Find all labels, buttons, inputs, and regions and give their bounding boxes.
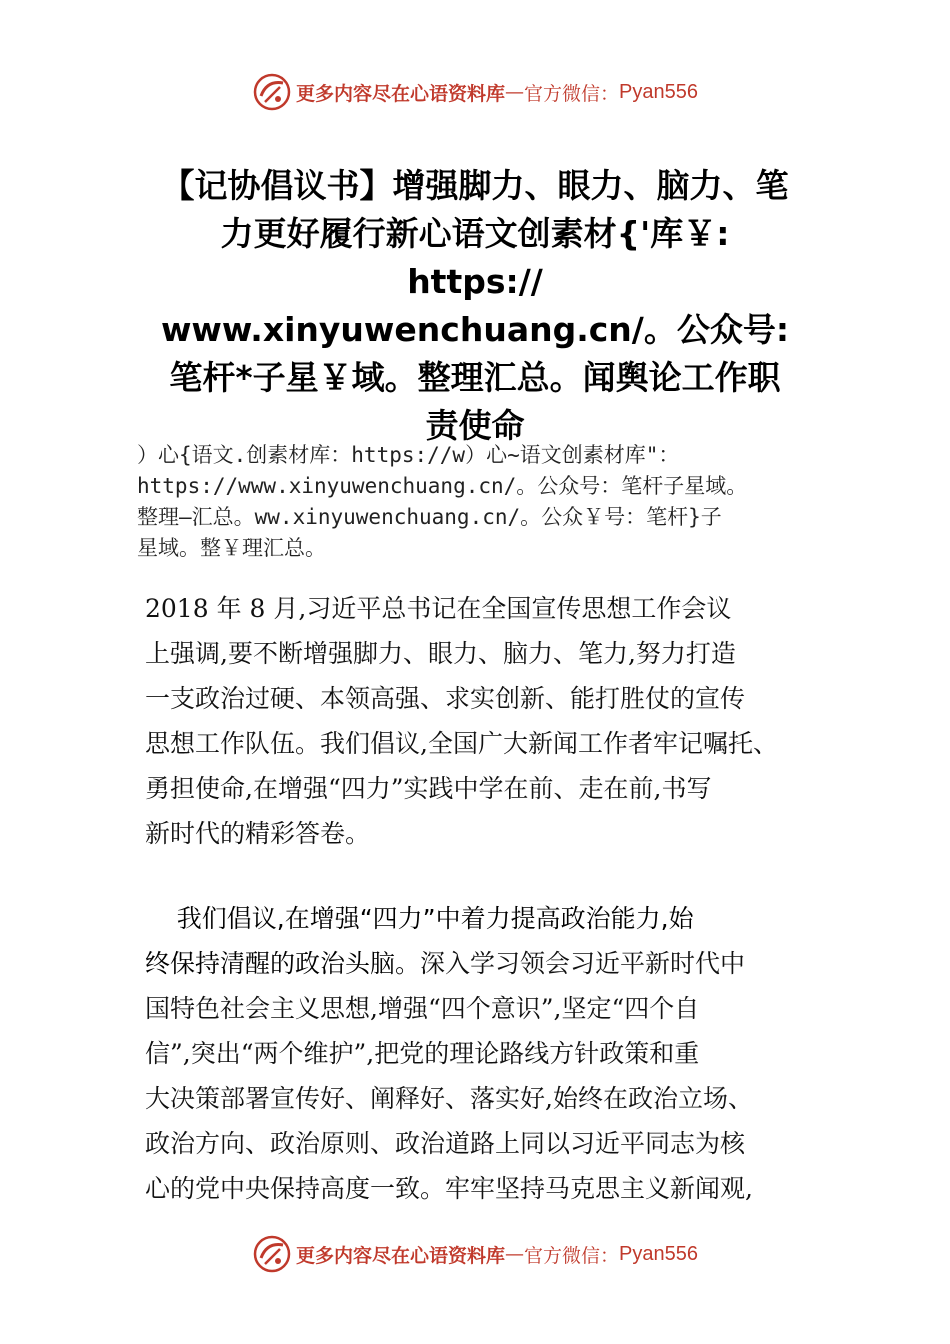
paragraph-line: 信”,突出“两个维护”,把党的理论路线方针政策和重 xyxy=(145,1039,700,1068)
paragraph-line: 思想工作队伍。我们倡议,全国广大新闻工作者牢记嘱托、 xyxy=(145,729,778,758)
xinyu-logo-icon xyxy=(252,72,292,112)
noise-line: ）心{语文.创素材库：https://w）心~语文创素材库"： xyxy=(137,443,680,467)
title-line: 笔杆*子星￥域。整理汇总。闻舆论工作职 xyxy=(169,358,781,397)
footer-banner xyxy=(0,1232,950,1276)
paragraph-line xyxy=(145,941,835,986)
title-line: 力更好履行新心语文创素材{'库￥: xyxy=(220,214,730,253)
banner-wechat-id: Pyan556 xyxy=(619,1242,698,1265)
banner-dash: — xyxy=(505,1243,525,1265)
title-line: 【记协倡议书】增强脚力、眼力、脑力、笔 xyxy=(161,166,789,205)
title-line: 责使命 xyxy=(425,406,525,445)
banner-brand: 更多内容尽在心语资料库 xyxy=(296,82,506,105)
header-banner xyxy=(0,70,950,114)
paragraph-line: 心的党中央保持高度一致。牢牢坚持马克思主义新闻观, xyxy=(145,1174,753,1203)
xinyu-logo-icon xyxy=(252,1234,292,1274)
paragraph-line: 勇担使命,在增强“四力”实践中学在前、走在前,书写 xyxy=(145,774,712,803)
title-line: https:// xyxy=(407,262,543,301)
banner-brand: 更多内容尽在心语资料库 xyxy=(296,1244,506,1267)
title-line: www.xinyuwenchuang.cn/。公众号: xyxy=(160,310,790,349)
paragraph-lead-line: 我们倡议,在增强“四力”中着力提高政治能力,始 xyxy=(145,904,694,933)
paragraph-line: 大决策部署宣传好、阐释好、落实好,始终在政治立场、 xyxy=(145,1084,753,1113)
body-paragraph-1 xyxy=(145,586,835,856)
banner-dash: — xyxy=(505,81,525,103)
paragraph-line: 上强调,要不断增强脚力、眼力、脑力、笔力,努力打造 xyxy=(145,639,736,668)
paragraph-lead-end: 终保持清醒的政治头脑。 xyxy=(145,949,421,978)
noise-line: 整理—汇总。ww.xinyuwenchuang.cn/。公众￥号：笔杆}子 xyxy=(137,505,722,529)
paragraph-line: 新时代的精彩答卷。 xyxy=(145,819,371,848)
paragraph-line: 政治方向、政治原则、政治道路上同以习近平同志为核 xyxy=(145,1129,746,1158)
document-title xyxy=(120,162,830,450)
noise-line: https://www.xinyuwenchuang.cn/。公众号：笔杆子星域。 xyxy=(137,474,748,498)
banner-official-label: 官方微信： xyxy=(524,1244,620,1267)
paragraph-line-rest: 深入学习领会习近平新时代中 xyxy=(420,949,746,978)
paragraph-line: 2018 年 8 月,习近平总书记在全国宣传思想工作会议 xyxy=(145,594,732,623)
paragraph-line: 一支政治过硬、本领高强、求实创新、能打胜仗的宣传 xyxy=(145,684,746,713)
body-paragraph-2 xyxy=(145,896,835,1211)
paragraph-line: 国特色社会主义思想,增强“四个意识”,坚定“四个自 xyxy=(145,994,700,1023)
banner-wechat-id: Pyan556 xyxy=(619,80,698,103)
noise-line: 星域。整￥理汇总。 xyxy=(137,536,326,560)
watermark-noise-text xyxy=(137,440,927,564)
banner-official-label: 官方微信： xyxy=(524,82,620,105)
